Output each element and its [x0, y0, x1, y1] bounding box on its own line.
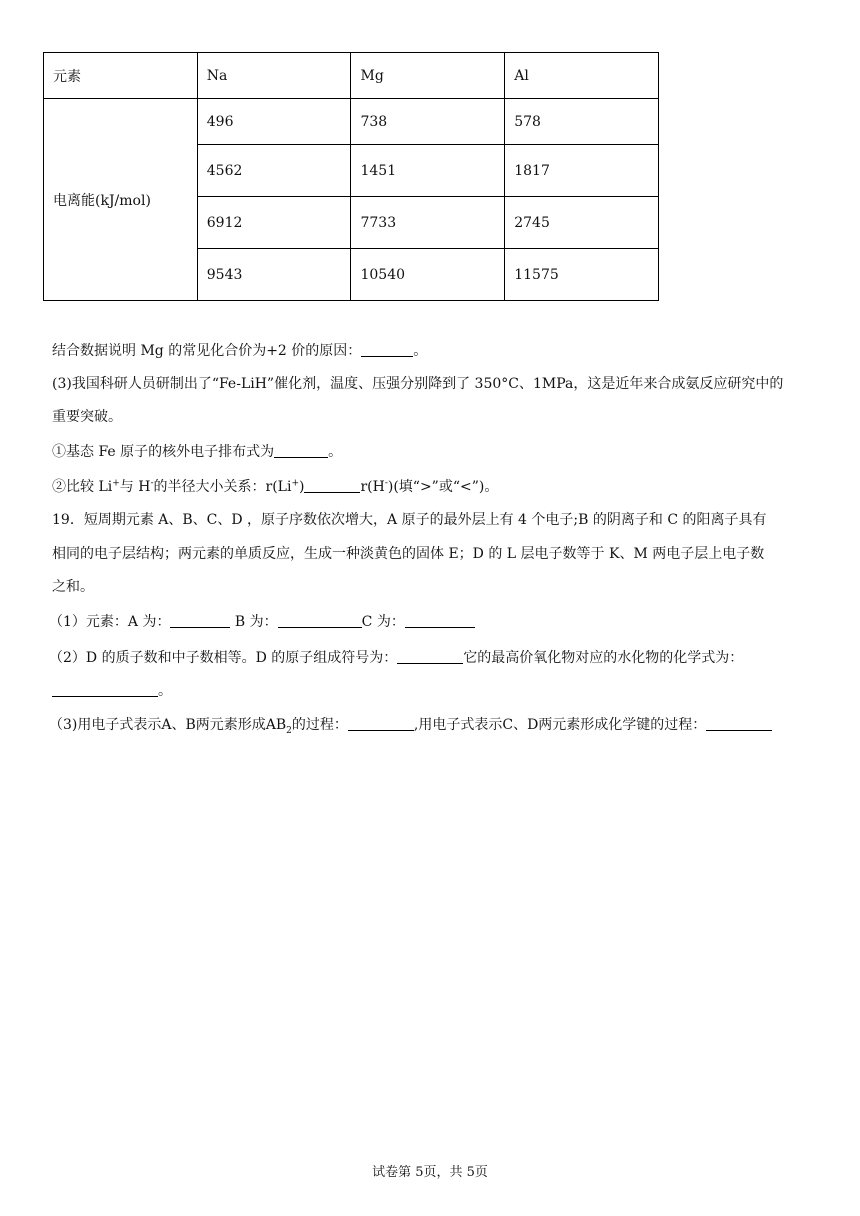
question-19-line-1: 19．短周期元素 A、B、C、D ，原子序数依次增大，A 原子的最外层上有 4 个电子;B 的阴离子和 C 的阳离子具有	[52, 512, 767, 528]
question-text: 。	[328, 444, 343, 460]
question-text: 的半径大小关系：r(Li	[153, 479, 292, 495]
answer-blank[interactable]	[304, 478, 360, 493]
question-text: ②比较 Li	[52, 479, 113, 495]
table-cell: 10540	[351, 249, 505, 301]
answer-blank-formula[interactable]	[52, 682, 158, 697]
answer-blank-c[interactable]	[405, 613, 475, 628]
question-19-part-2-answer	[52, 681, 172, 701]
question-19-line-3: 之和。	[52, 579, 94, 595]
header-cell-mg: Mg	[351, 53, 505, 99]
question-3-line-1: (3)我国科研人员研制出了“Fe-LiH”催化剂，温度、压强分别降到了 350°C、1MPa，这是近年来合成氨反应研究中的	[52, 376, 784, 392]
table-cell: 9543	[197, 249, 351, 301]
answer-blank-symbol[interactable]	[397, 649, 463, 664]
header-cell-na: Na	[197, 53, 351, 99]
table-cell: 496	[197, 99, 351, 145]
question-text: )(填“>”或“<”)。	[387, 479, 499, 495]
question-text: （1）元素：A 为：	[49, 614, 171, 630]
answer-blank-a[interactable]	[170, 613, 230, 628]
table-cell: 1817	[505, 145, 659, 197]
answer-blank-ab2[interactable]	[348, 716, 414, 731]
superscript: +	[291, 478, 299, 489]
question-3-line-2: 重要突破。	[52, 409, 122, 425]
mg-valence-question	[52, 341, 427, 361]
question-text: ①基态 Fe 原子的核外电子排布式为	[52, 444, 275, 460]
question-text: C 为：	[361, 614, 405, 630]
radius-comparison-question	[52, 477, 498, 497]
question-text: 。	[158, 683, 172, 699]
table-cell: 1451	[351, 145, 505, 197]
question-19-line-2: 相同的电子层结构；两元素的单质反应，生成一种淡黄色的固体 E；D 的 L 层电子数等于 K、M 两电子层上电子数	[52, 546, 765, 562]
page-footer: 试卷第 5页，共 5页	[372, 1165, 488, 1180]
question-text: 结合数据说明 Mg 的常见化合价为+2 价的原因：	[52, 343, 362, 359]
question-19-part-3	[49, 715, 772, 735]
question-text: 它的最高价氧化物对应的水化物的化学式为：	[463, 650, 744, 666]
question-text: ,用电子式表示C、D两元素形成化学键的过程：	[413, 717, 707, 733]
fe-electron-config-question	[52, 442, 342, 462]
superscript: -	[150, 478, 154, 489]
question-text: 。	[413, 343, 428, 359]
answer-blank[interactable]	[274, 443, 328, 458]
superscript: -	[384, 478, 388, 489]
answer-blank-b[interactable]	[278, 613, 362, 628]
table-row	[44, 99, 659, 145]
table-cell: 2745	[505, 197, 659, 249]
header-cell-element: 元素	[44, 53, 198, 99]
superscript: +	[112, 478, 120, 489]
table-cell: 11575	[505, 249, 659, 301]
header-cell-al: Al	[505, 53, 659, 99]
question-text: r(H	[360, 479, 385, 495]
table-cell: 4562	[197, 145, 351, 197]
table-cell: 578	[505, 99, 659, 145]
question-text: 的过程：	[291, 717, 348, 733]
table-cell: 6912	[197, 197, 351, 249]
answer-blank-cd[interactable]	[706, 716, 772, 731]
question-text: )	[298, 479, 305, 495]
table-cell: 7733	[351, 197, 505, 249]
table-cell: 738	[351, 99, 505, 145]
table-header-row	[44, 53, 659, 99]
ionization-energy-table	[43, 52, 659, 301]
question-text: （3)用电子式表示A、B两元素形成AB	[49, 717, 287, 733]
question-text: 与 H	[119, 479, 151, 495]
row-label-ionization-energy: 电离能(kJ/mol)	[44, 99, 198, 301]
subscript: 2	[286, 725, 292, 736]
question-19-part-2	[49, 648, 743, 668]
question-19-part-1	[49, 612, 475, 632]
answer-blank[interactable]	[361, 342, 413, 357]
question-text: B 为：	[234, 614, 278, 630]
question-text: （2）D 的质子数和中子数相等。D 的原子组成符号为：	[49, 650, 398, 666]
